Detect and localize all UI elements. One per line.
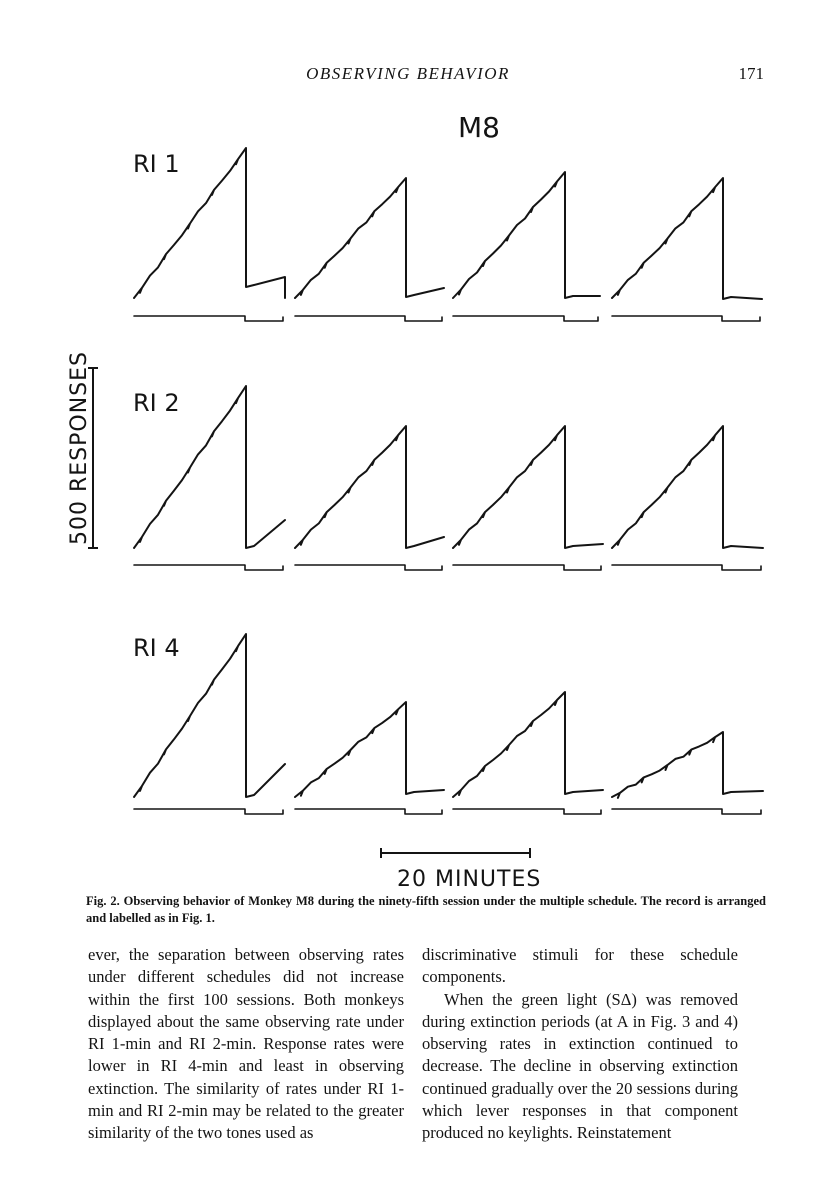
cumulative-record-trace — [453, 692, 603, 797]
response-scale-label: 500 RESPONSES — [67, 350, 92, 545]
page-number: 171 — [738, 64, 764, 83]
event-pen-line — [612, 565, 761, 570]
event-pen-line — [295, 316, 442, 321]
cumulative-record-trace — [612, 178, 762, 299]
event-pen-line — [134, 316, 283, 321]
cumulative-record-trace — [453, 172, 600, 298]
event-pen-line — [612, 809, 761, 814]
event-pen-line — [134, 565, 283, 570]
cumulative-record-trace — [612, 732, 763, 798]
running-title: OBSERVING BEHAVIOR — [306, 64, 510, 83]
time-scale-bar — [381, 848, 530, 858]
cumulative-record-trace — [295, 426, 444, 548]
event-pen-line — [612, 316, 760, 321]
event-pen-line — [453, 565, 601, 570]
event-pen-line — [134, 809, 283, 814]
event-pen-line — [295, 809, 442, 814]
right-column — [422, 944, 738, 1145]
cumulative-record-trace — [612, 426, 763, 548]
figure-subject-label: M8 — [458, 111, 500, 144]
panel-label-ri4: RI 4 — [133, 634, 180, 662]
panel-label-ri1: RI 1 — [133, 150, 180, 178]
event-pen-line — [295, 565, 442, 570]
cumulative-record-trace — [295, 178, 444, 298]
panel-label-ri2: RI 2 — [133, 389, 180, 417]
figure-caption: Fig. 2. Observing behavior of Monkey M8 during the ninety-fifth session under the multiple schedule. The record is arranged and labelled as in Fig. 1. — [86, 894, 766, 925]
cumulative-record-trace — [295, 702, 444, 797]
left-column-paragraph: ever, the separation between observing rates under different schedules did not increase within the first 100 sessions. Both monkeys displayed about the same observing rate under RI 1-min and RI 2-min. Response rates were lower in RI 4-min and least in observing extinction. The similarity of rates under RI 1-min and RI 2-min may be related to the greater similarity of the two tones used as — [88, 945, 404, 1143]
cumulative-record-trace — [453, 426, 603, 548]
left-column — [88, 944, 404, 1145]
time-scale-label: 20 MINUTES — [397, 867, 542, 890]
event-pen-line — [453, 316, 598, 321]
right-column-paragraph-2: When the green light (SΔ) was removed during extinction periods (at A in Fig. 3 and 4) observing rates in extinction continued to decrease. The decline in observing extinction continued gradually over the 20 sessions during which lever responses in that component produced no keylights. Reinstatement — [422, 989, 738, 1143]
right-column-paragraph-1: discriminative stimuli for these schedule components. — [422, 945, 738, 987]
event-pen-line — [453, 809, 601, 814]
cumulative-records — [134, 148, 763, 814]
